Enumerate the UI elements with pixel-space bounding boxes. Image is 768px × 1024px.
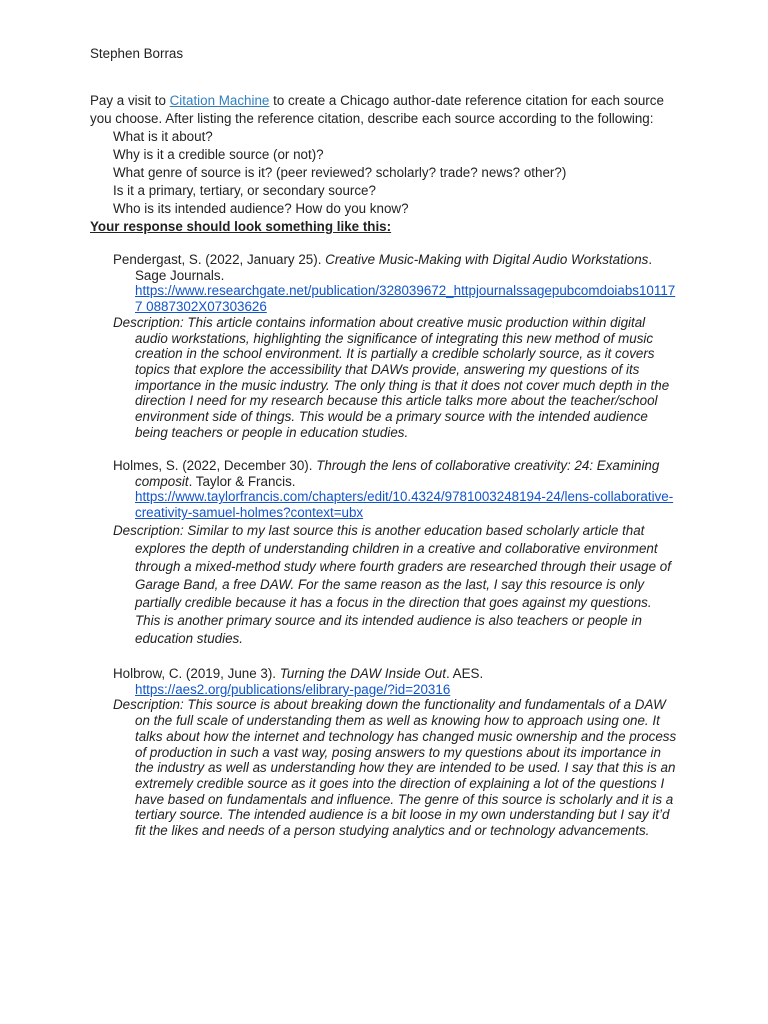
question-item: Why is it a credible source (or not)? <box>113 147 324 162</box>
citation-title: Turning the DAW Inside Out <box>279 666 446 681</box>
citation-author-date: Holmes, S. (2022, December 30). <box>113 458 317 473</box>
question-item: Who is its intended audience? How do you know? <box>113 201 409 216</box>
intro-line-2: you choose. After listing the reference citation, describe each source according to the following: <box>90 111 654 126</box>
source-description: Description: This source is about breaking down the functionality and fundamentals of a DAW on the full scale of understanding them as well as knowing how to approach using one. It talks about how the internet and technology has changed music ownership and the process of production in such a vast way, posing answers to my questions about its importance in the industry as well as understanding how they are intended to be used. I say that this is an extremely credible source as it goes into the direction of explaining a lot of the questions I have based on fundamentals and influence. The genre of this source is scholarly and it is a tertiary source. The intended audience is a bit loose in my own understanding but I say it’d fit the likes and needs of a person studying analytics and or technology advancements. <box>113 697 677 839</box>
author-name: Stephen Borras <box>90 46 184 61</box>
question-item: Is it a primary, tertiary, or secondary source? <box>113 183 376 198</box>
intro-text-pre: Pay a visit to <box>90 93 170 108</box>
citation-author-date: Holbrow, C. (2019, June 3). <box>113 666 280 681</box>
citation-author-date: Pendergast, S. (2022, January 25). <box>113 252 326 267</box>
intro-text-post: to create a Chicago author-date reference citation for each source <box>269 93 664 108</box>
source-description: Description: This article contains information about creative music production within digital audio workstations, highlighting the significance of integrating this new method of music creation in the school environment. It is partially a credible scholarly source, as it covers topics that explore the accessibility that DAWs provide, answering my questions of its importance in the music industry. The only thing is that it does not cover much depth in the direction I need for my research because this article talks more about the teacher/school environment side of things. This would be a primary source with the intended audience being teachers or people in education studies. <box>113 314 670 440</box>
intro-line-1 <box>90 93 664 108</box>
citation-title: Creative Music-Making with Digital Audio Workstations <box>325 252 649 267</box>
source-url-link[interactable]: https://www.taylorfrancis.com/chapters/edit/10.4324/9781003248194-24/lens-collaborative-creativity-samuel-holmes?context=ubx <box>135 489 674 521</box>
source-url-link[interactable]: https://aes2.org/publications/elibrary-page/?id=20316 <box>135 681 451 697</box>
source-description: Description: Similar to my last source this is another education based scholarly article that explores the depth of understanding children in a creative and collaborative environment through a mixed-method study where fourth graders are researched through their usage of Garage Band, a free DAW. For the same reason as the last, I say this resource is only partially credible because it has a focus in the direction that goes against my questions. This is another primary source and its intended audience is also teachers or people in education studies. <box>113 522 671 646</box>
citation-publisher: . AES. <box>445 666 484 681</box>
source-entry <box>113 458 678 648</box>
citation-publisher: . Sage Journals. <box>135 252 653 283</box>
citation-publisher: . Taylor & Francis. <box>188 473 296 489</box>
reference-citation <box>113 458 678 521</box>
citation-title: Through the lens of collaborative creativity: 24: Examining composit <box>135 458 660 489</box>
source-entry <box>113 666 678 839</box>
question-item: What genre of source is it? (peer reviewed? scholarly? trade? news? other?) <box>113 165 567 180</box>
reference-citation <box>113 252 678 315</box>
question-item: What is it about? <box>113 129 213 144</box>
reference-citation <box>113 666 678 697</box>
source-entry <box>113 252 678 440</box>
source-url-link[interactable]: https://www.researchgate.net/publication/328039672_httpjournalssagepubcomdoiabs101177 0887302X07303626 <box>135 283 676 315</box>
response-heading: Your response should look something like this: <box>90 219 392 234</box>
citation-machine-link[interactable]: Citation Machine <box>169 93 270 108</box>
